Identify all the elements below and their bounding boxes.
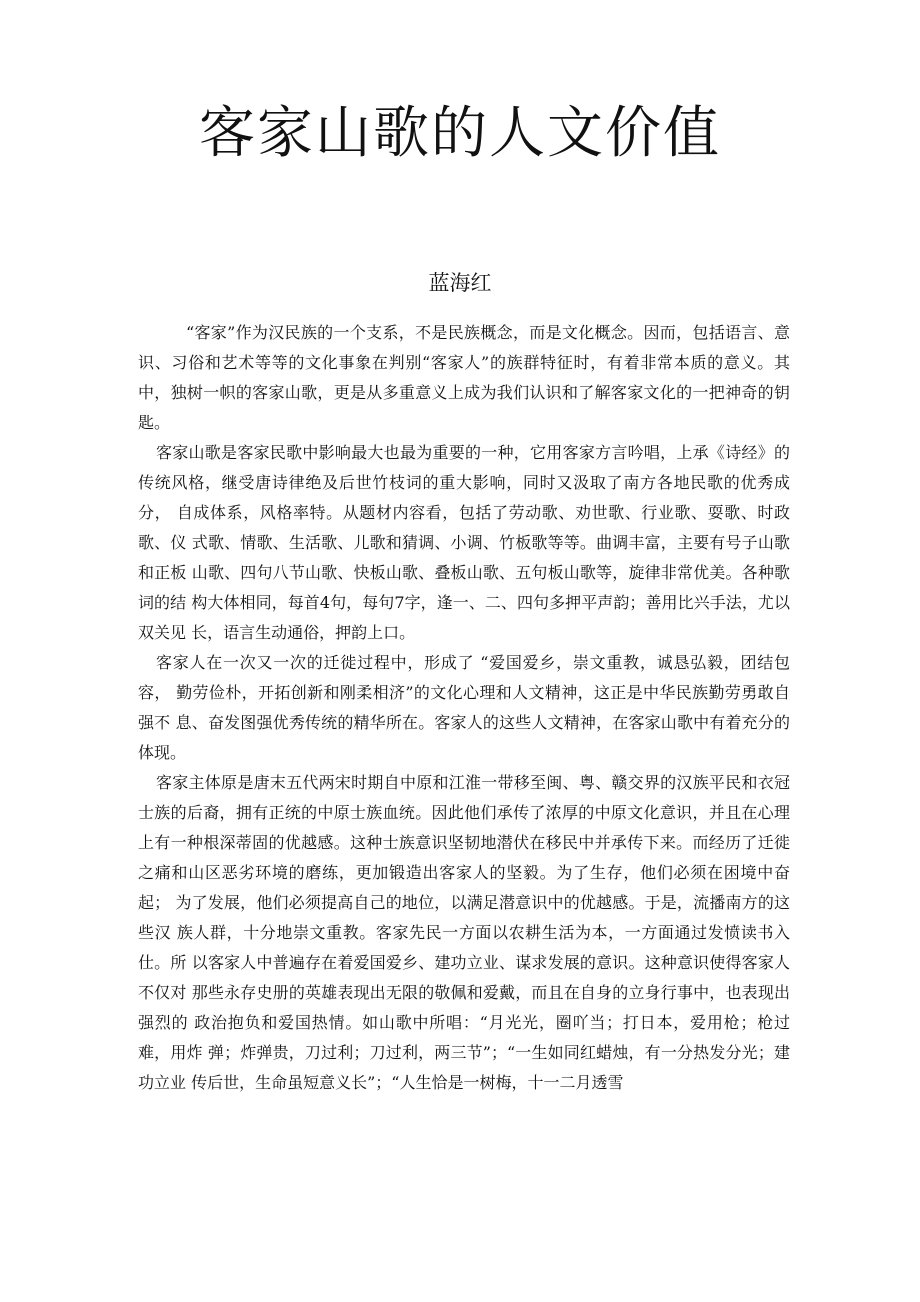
paragraph: 客家人在一次又一次的迁徙过程中，形成了 “爱国爱乡，崇文重教，诚恳弘毅，团结包容， 勤劳俭朴，开拓创新和刚柔相济”的文化心理和人文精神，这正是中华民族勤劳勇敢自强不 息、奋发图强优秀传统的精华所在。客家人的这些人文精神，在客家山歌中有着充分的体现。 — [138, 653, 790, 762]
paragraph: 客家主体原是唐末五代两宋时期自中原和江淮一带移至闽、粤、赣交界的汉族平民和衣冠 士族的后裔，拥有正统的中原士族血统。因此他们承传了浓厚的中原文化意识，并且在心理 上有一种根深蒂固的优越感。这种士族意识坚韧地潜伏在移民中并承传下来。而经历了迁徙 之痛和山区恶劣环境的磨练，更加锻造出客家人的坚毅。为了生存，他们必须在困境中奋起； 为了发展，他们必须提高自己的地位，以满足潜意识中的优越感。于是，流播南方的这些汉 族人群，十分地崇文重教。客家先民一方面以农耕生活为本，一方面通过发愤读书入仕。所 以客家人中普遍存在着爱国爱乡、建功立业、谋求发展的意识。这种意识使得客家人不仅对 那些永存史册的英雄表现出无限的敬佩和爱戴，而且在自身的立身行事中，也表现出强烈的 政治抱负和爱国热情。如山歌中所唱：“月光光，圈吖当；打日本，爱用枪；枪过难，用炸 弹；炸弹贵，刀过利；刀过利，两三节”；“一生如同红蜡烛，有一分热发分光；建功立业 传后世，生命虽短意义长”；“人生恰是一树梅，十一二月透雪 — [138, 773, 790, 1092]
document-title: 客家山歌的人文价值 — [199, 101, 721, 166]
paragraph: “客家”作为汉民族的一个支系，不是民族概念，而是文化概念。因而，包括语言、意 识、习俗和艺术等等的文化事象在判别“客家人”的族群特征时，有着非常本质的意义。其 中，独树一帜的客家山歌，更是从多重意义上成为我们认识和了解客家文化的一把神奇的钥 匙。 — [138, 323, 790, 432]
article-body — [138, 318, 790, 1098]
paragraph: 客家山歌是客家民歌中影响最大也最为重要的一种，它用客家方言吟唱，上承《诗经》的 传统风格，继受唐诗律绝及后世竹枝词的重大影响，同时又汲取了南方各地民歌的优秀成分， 自成体系，风格率特。从题材内容看，包括了劳动歌、劝世歌、行业歌、耍歌、时政歌、仪 式歌、情歌、生活歌、儿歌和猜调、小调、竹板歌等等。曲调丰富，主要有号子山歌和正板 山歌、四句八节山歌、快板山歌、叠板山歌、五句板山歌等，旋律非常优美。各种歌词的结 构大体相同，每首4句，每句7字，逢一、二、四句多押平声韵；善用比兴手法，尤以双关见 长，语言生动通俗，押韵上口。 — [138, 443, 790, 642]
author-name: 蓝海红 — [428, 271, 492, 295]
